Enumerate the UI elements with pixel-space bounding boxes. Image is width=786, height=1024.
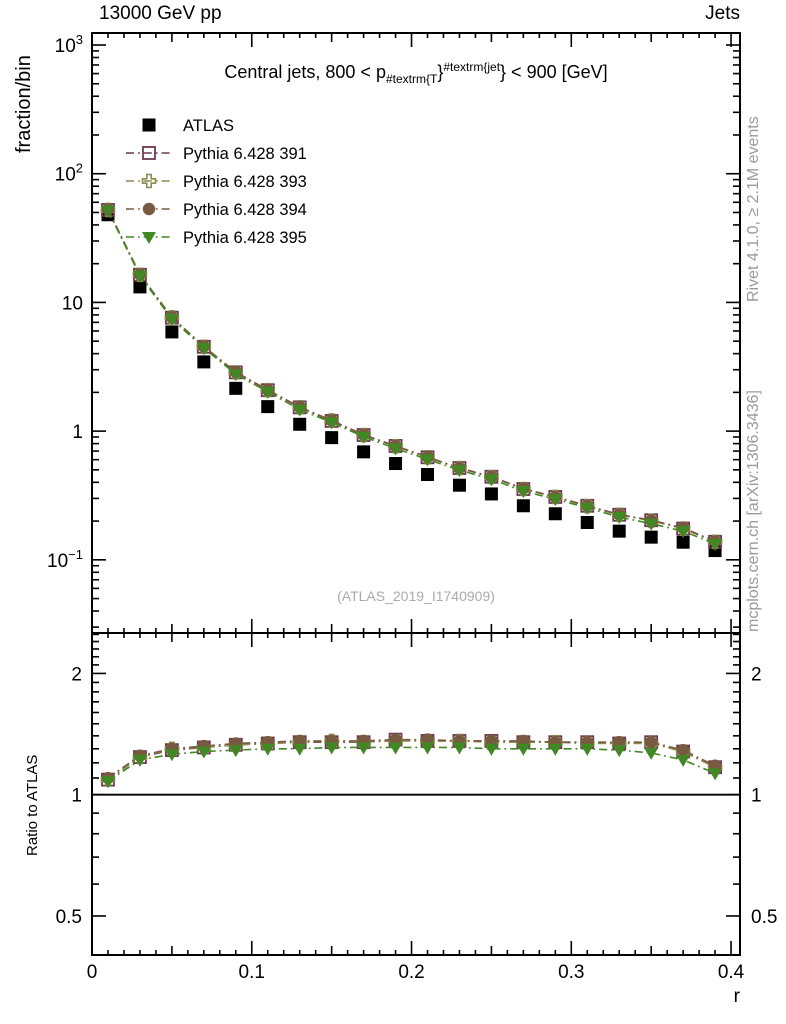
beam-energy-label: 13000 GeV pp: [99, 3, 222, 24]
panel-title-pre: Central jets, 800 < p: [224, 62, 386, 82]
panel-title: [92, 60, 740, 86]
panel-title-mid: }: [437, 62, 444, 82]
legend: [126, 117, 307, 247]
legend-entry-atlas: [143, 117, 235, 135]
panel-title-sup: #textrm{jet: [443, 60, 501, 74]
x-axis-title: r: [733, 986, 740, 1007]
legend-label: Pythia 6.428 391: [183, 145, 307, 163]
series-pythia-6.428-391: [102, 204, 721, 548]
main-y-axis-title: fraction/bin: [13, 55, 35, 153]
ratio-y-axis-ticks: [92, 634, 740, 916]
legend-marker-icon: [143, 203, 155, 215]
legend-label: Pythia 6.428 394: [183, 201, 307, 219]
series-atlas: [101, 208, 721, 557]
x-tick-label: 0.3: [558, 962, 585, 983]
ratio-y-tick-label-right: 1: [751, 785, 762, 807]
axis-tick-labels: [47, 32, 777, 983]
main-y-tick-label: 1: [72, 422, 83, 444]
ratio-y-tick-label-left: 1: [71, 785, 82, 807]
panel-frames: [92, 33, 740, 955]
legend-entry-pythia-6.428-394: [126, 201, 307, 219]
series-pythia-6.428-395: [101, 205, 722, 550]
panel-title-post: } < 900 [GeV]: [500, 62, 608, 82]
x-tick-label: 0.1: [238, 962, 265, 983]
legend-marker-icon: [142, 232, 156, 244]
series-pythia-6.428-394: [102, 203, 722, 547]
series-pythia-6.428-393: [101, 203, 721, 548]
x-tick-label: 0: [86, 962, 98, 983]
main-y-tick-label: 10: [61, 293, 83, 315]
legend-entry-pythia-6.428-393: [126, 173, 307, 191]
process-label: Jets: [705, 3, 740, 24]
x-axis-ticks: [92, 33, 731, 955]
legend-label: Pythia 6.428 395: [183, 229, 307, 247]
ratio-y-tick-label-right: 2: [751, 664, 762, 686]
legend-entry-pythia-6.428-395: [126, 229, 307, 247]
legend-entry-pythia-6.428-391: [126, 145, 307, 163]
rivet-version-note: Rivet 4.1.0, ≥ 2.1M events: [745, 116, 762, 302]
ratio-y-tick-label-left: 0.5: [55, 906, 82, 928]
ratio-series-pythia-6.428-395: [101, 742, 722, 788]
x-tick-label: 0.4: [717, 962, 745, 983]
ratio-y-tick-label-right: 0.5: [751, 906, 778, 928]
ratio-y-axis-title: Ratio to ATLAS: [24, 754, 41, 856]
legend-label: Pythia 6.428 393: [183, 173, 307, 191]
ratio-series-pythia-6.428-394: [102, 733, 722, 784]
panel-title-sub: #textrm{T: [385, 72, 438, 86]
main-y-tick-label: $10^{-1}$: [47, 546, 83, 572]
x-tick-label: 0.2: [398, 962, 425, 983]
legend-label: ATLAS: [183, 117, 235, 135]
mcplots-arxiv-note: mcplots.cern.ch [arXiv:1306.3436]: [745, 390, 762, 632]
ratio-y-tick-label-left: 2: [71, 664, 82, 686]
legend-marker-icon: [143, 119, 156, 132]
main-y-tick-label: $10^2$: [54, 160, 83, 186]
watermark-analysis-id: (ATLAS_2019_I1740909): [337, 588, 495, 604]
main-y-tick-label: $10^3$: [54, 32, 83, 58]
